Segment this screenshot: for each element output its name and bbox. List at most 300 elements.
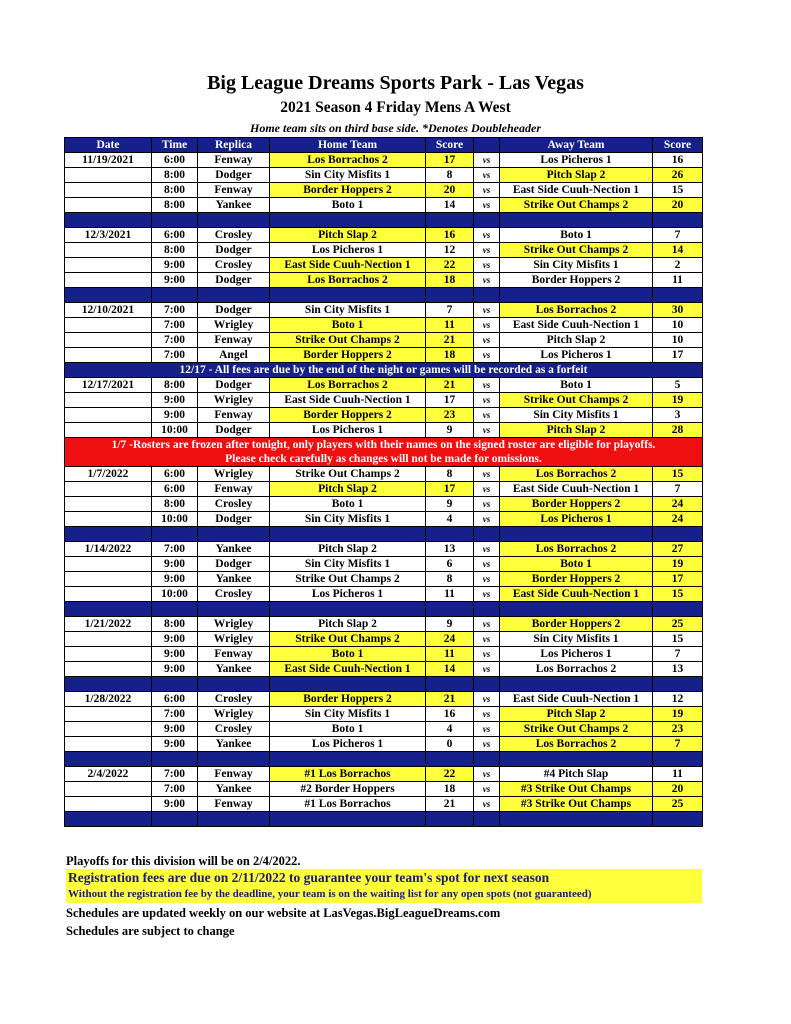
vs-cell: vs xyxy=(474,153,500,168)
field-cell: Crosley xyxy=(198,228,270,243)
date-cell xyxy=(65,183,152,198)
vs-cell: vs xyxy=(474,707,500,722)
time-cell: 9:00 xyxy=(152,722,198,737)
game-row xyxy=(65,228,703,243)
home-cell: Los Picheros 1 xyxy=(270,737,426,752)
date-cell xyxy=(65,512,152,527)
field-cell: Angel xyxy=(198,348,270,363)
home-cell: Border Hoppers 2 xyxy=(270,692,426,707)
home-cell: Strike Out Champs 2 xyxy=(270,632,426,647)
as-cell: 20 xyxy=(653,198,703,213)
away-cell: Los Borrachos 2 xyxy=(500,303,653,318)
notice-cell xyxy=(65,438,703,467)
time-cell: 6:00 xyxy=(152,482,198,497)
date-cell xyxy=(65,647,152,662)
separator-cell xyxy=(474,213,500,228)
hs-cell: 22 xyxy=(426,258,474,273)
home-cell: East Side Cuuh-Nection 1 xyxy=(270,662,426,677)
as-cell: 17 xyxy=(653,572,703,587)
vs-cell: vs xyxy=(474,662,500,677)
separator-cell xyxy=(426,812,474,827)
separator-row xyxy=(65,527,703,542)
away-cell: East Side Cuuh-Nection 1 xyxy=(500,482,653,497)
as-cell: 16 xyxy=(653,153,703,168)
date-cell: 2/4/2022 xyxy=(65,767,152,782)
away-cell: Strike Out Champs 2 xyxy=(500,722,653,737)
field-cell: Crosley xyxy=(198,587,270,602)
col-header: Replica xyxy=(198,138,270,153)
date-cell xyxy=(65,572,152,587)
hs-cell: 9 xyxy=(426,617,474,632)
away-cell: Boto 1 xyxy=(500,378,653,393)
vs-cell: vs xyxy=(474,617,500,632)
registration-box xyxy=(66,869,702,903)
away-cell: Border Hoppers 2 xyxy=(500,617,653,632)
field-cell: Dodger xyxy=(198,378,270,393)
time-cell: 8:00 xyxy=(152,198,198,213)
vs-cell: vs xyxy=(474,303,500,318)
home-cell: Los Picheros 1 xyxy=(270,423,426,438)
field-cell: Dodger xyxy=(198,243,270,258)
notice-text: 1/7 -Rosters are frozen after tonight, only players with their names on the signed roster are eligible for playoffs. xyxy=(111,439,656,451)
date-cell xyxy=(65,557,152,572)
separator-cell xyxy=(65,288,152,303)
vs-cell: vs xyxy=(474,318,500,333)
field-cell: Dodger xyxy=(198,273,270,288)
hs-cell: 11 xyxy=(426,587,474,602)
separator-cell xyxy=(653,602,703,617)
hs-cell: 18 xyxy=(426,782,474,797)
time-cell: 9:00 xyxy=(152,797,198,812)
game-row xyxy=(65,423,703,438)
away-cell: Los Borrachos 2 xyxy=(500,737,653,752)
time-cell: 9:00 xyxy=(152,393,198,408)
away-cell: Sin City Misfits 1 xyxy=(500,408,653,423)
separator-row xyxy=(65,677,703,692)
away-cell: Los Picheros 1 xyxy=(500,647,653,662)
separator-row xyxy=(65,288,703,303)
time-cell: 8:00 xyxy=(152,617,198,632)
separator-cell xyxy=(152,677,198,692)
time-cell: 8:00 xyxy=(152,497,198,512)
time-cell: 9:00 xyxy=(152,258,198,273)
fee-notice-row xyxy=(65,363,703,378)
home-cell: Sin City Misfits 1 xyxy=(270,707,426,722)
home-cell: Sin City Misfits 1 xyxy=(270,303,426,318)
as-cell: 26 xyxy=(653,168,703,183)
time-cell: 10:00 xyxy=(152,512,198,527)
hs-cell: 22 xyxy=(426,767,474,782)
separator-cell xyxy=(198,812,270,827)
separator-cell xyxy=(653,288,703,303)
away-cell: Los Borrachos 2 xyxy=(500,662,653,677)
time-cell: 6:00 xyxy=(152,692,198,707)
field-cell: Yankee xyxy=(198,737,270,752)
vs-cell: vs xyxy=(474,557,500,572)
game-row xyxy=(65,782,703,797)
home-cell: Border Hoppers 2 xyxy=(270,348,426,363)
vs-cell: vs xyxy=(474,423,500,438)
vs-cell: vs xyxy=(474,632,500,647)
as-cell: 17 xyxy=(653,348,703,363)
away-cell: Sin City Misfits 1 xyxy=(500,632,653,647)
time-cell: 8:00 xyxy=(152,183,198,198)
separator-row xyxy=(65,752,703,767)
date-cell xyxy=(65,587,152,602)
separator-cell xyxy=(270,288,426,303)
time-cell: 9:00 xyxy=(152,662,198,677)
field-cell: Fenway xyxy=(198,408,270,423)
away-cell: East Side Cuuh-Nection 1 xyxy=(500,183,653,198)
field-cell: Wrigley xyxy=(198,318,270,333)
change-note: Schedules are subject to change xyxy=(66,924,235,938)
vs-cell: vs xyxy=(474,408,500,423)
separator-cell xyxy=(198,288,270,303)
as-cell: 7 xyxy=(653,482,703,497)
game-row xyxy=(65,333,703,348)
schedule-table xyxy=(64,137,703,827)
date-cell xyxy=(65,198,152,213)
away-cell: Border Hoppers 2 xyxy=(500,273,653,288)
as-cell: 28 xyxy=(653,423,703,438)
home-cell: Boto 1 xyxy=(270,722,426,737)
separator-cell xyxy=(270,213,426,228)
home-cell: Sin City Misfits 1 xyxy=(270,168,426,183)
field-cell: Dodger xyxy=(198,423,270,438)
field-cell: Crosley xyxy=(198,497,270,512)
home-cell: Los Borrachos 2 xyxy=(270,153,426,168)
as-cell: 15 xyxy=(653,632,703,647)
hs-cell: 11 xyxy=(426,647,474,662)
hs-cell: 8 xyxy=(426,572,474,587)
page-note: Home team sits on third base side. *Denotes Doubleheader xyxy=(250,121,541,135)
game-row xyxy=(65,318,703,333)
vs-cell: vs xyxy=(474,542,500,557)
field-cell: Dodger xyxy=(198,557,270,572)
vs-cell: vs xyxy=(474,767,500,782)
as-cell: 15 xyxy=(653,467,703,482)
playoffs-note: Playoffs for this division will be on 2/4/2022. xyxy=(66,854,301,868)
vs-cell: vs xyxy=(474,797,500,812)
field-cell: Wrigley xyxy=(198,467,270,482)
vs-cell: vs xyxy=(474,497,500,512)
separator-cell xyxy=(65,812,152,827)
game-row xyxy=(65,617,703,632)
date-cell: 12/17/2021 xyxy=(65,378,152,393)
date-cell xyxy=(65,423,152,438)
vs-cell: vs xyxy=(474,243,500,258)
date-cell xyxy=(65,273,152,288)
separator-cell xyxy=(474,677,500,692)
game-row xyxy=(65,647,703,662)
time-cell: 8:00 xyxy=(152,243,198,258)
away-cell: Strike Out Champs 2 xyxy=(500,243,653,258)
date-cell xyxy=(65,737,152,752)
as-cell: 3 xyxy=(653,408,703,423)
time-cell: 8:00 xyxy=(152,378,198,393)
game-row xyxy=(65,243,703,258)
as-cell: 20 xyxy=(653,782,703,797)
time-cell: 9:00 xyxy=(152,632,198,647)
separator-cell xyxy=(270,812,426,827)
hs-cell: 24 xyxy=(426,632,474,647)
game-row xyxy=(65,692,703,707)
hs-cell: 12 xyxy=(426,243,474,258)
game-row xyxy=(65,273,703,288)
separator-cell xyxy=(426,602,474,617)
as-cell: 19 xyxy=(653,393,703,408)
game-row xyxy=(65,497,703,512)
vs-cell: vs xyxy=(474,183,500,198)
home-cell: Border Hoppers 2 xyxy=(270,408,426,423)
hs-cell: 9 xyxy=(426,423,474,438)
hs-cell: 21 xyxy=(426,333,474,348)
vs-cell: vs xyxy=(474,258,500,273)
field-cell: Yankee xyxy=(198,572,270,587)
as-cell: 10 xyxy=(653,318,703,333)
away-cell: Los Picheros 1 xyxy=(500,348,653,363)
date-cell xyxy=(65,722,152,737)
date-cell xyxy=(65,318,152,333)
time-cell: 8:00 xyxy=(152,168,198,183)
field-cell: Fenway xyxy=(198,482,270,497)
date-cell xyxy=(65,408,152,423)
game-row xyxy=(65,393,703,408)
notice-cell xyxy=(65,363,703,378)
date-cell xyxy=(65,168,152,183)
hs-cell: 13 xyxy=(426,542,474,557)
as-cell: 11 xyxy=(653,273,703,288)
field-cell: Fenway xyxy=(198,153,270,168)
col-header: Home Team xyxy=(270,138,426,153)
col-header: Score xyxy=(653,138,703,153)
game-row xyxy=(65,797,703,812)
col-header: Score xyxy=(426,138,474,153)
time-cell: 9:00 xyxy=(152,737,198,752)
separator-cell xyxy=(65,602,152,617)
home-cell: #1 Los Borrachos xyxy=(270,797,426,812)
home-cell: Sin City Misfits 1 xyxy=(270,557,426,572)
separator-cell xyxy=(152,213,198,228)
separator-row xyxy=(65,602,703,617)
home-cell: Pitch Slap 2 xyxy=(270,482,426,497)
page-title: Big League Dreams Sports Park - Las Vegas xyxy=(207,72,584,94)
game-row xyxy=(65,572,703,587)
time-cell: 6:00 xyxy=(152,228,198,243)
time-cell: 7:00 xyxy=(152,318,198,333)
vs-cell: vs xyxy=(474,512,500,527)
hs-cell: 4 xyxy=(426,722,474,737)
time-cell: 9:00 xyxy=(152,647,198,662)
roster-alert-row xyxy=(65,438,703,467)
home-cell: Strike Out Champs 2 xyxy=(270,333,426,348)
home-cell: Pitch Slap 2 xyxy=(270,228,426,243)
hs-cell: 18 xyxy=(426,273,474,288)
separator-cell xyxy=(426,677,474,692)
separator-cell xyxy=(474,527,500,542)
date-cell: 11/19/2021 xyxy=(65,153,152,168)
home-cell: Los Borrachos 2 xyxy=(270,273,426,288)
separator-row xyxy=(65,812,703,827)
game-row xyxy=(65,258,703,273)
separator-cell xyxy=(270,527,426,542)
separator-cell xyxy=(653,752,703,767)
as-cell: 27 xyxy=(653,542,703,557)
separator-cell xyxy=(270,602,426,617)
away-cell: Boto 1 xyxy=(500,557,653,572)
field-cell: Wrigley xyxy=(198,393,270,408)
vs-cell: vs xyxy=(474,647,500,662)
date-cell xyxy=(65,797,152,812)
notice-text: Please check carefully as changes will not be made for omissions. xyxy=(225,453,542,465)
field-cell: Yankee xyxy=(198,782,270,797)
game-row xyxy=(65,542,703,557)
vs-cell: vs xyxy=(474,587,500,602)
hs-cell: 16 xyxy=(426,228,474,243)
waitlist-note: Without the registration fee by the deadline, your team is on the waiting list for any open spots (not guaranteed) xyxy=(68,888,592,900)
date-cell: 12/3/2021 xyxy=(65,228,152,243)
game-row xyxy=(65,557,703,572)
hs-cell: 6 xyxy=(426,557,474,572)
separator-cell xyxy=(426,288,474,303)
date-cell xyxy=(65,482,152,497)
field-cell: Crosley xyxy=(198,258,270,273)
separator-cell xyxy=(65,677,152,692)
game-row xyxy=(65,198,703,213)
vs-cell: vs xyxy=(474,737,500,752)
game-row xyxy=(65,153,703,168)
as-cell: 25 xyxy=(653,797,703,812)
separator-cell xyxy=(198,752,270,767)
as-cell: 24 xyxy=(653,512,703,527)
separator-cell xyxy=(198,602,270,617)
registration-note: Registration fees are due on 2/11/2022 to guarantee your team's spot for next season xyxy=(68,870,550,885)
game-row xyxy=(65,378,703,393)
as-cell: 19 xyxy=(653,557,703,572)
separator-cell xyxy=(653,213,703,228)
vs-cell: vs xyxy=(474,782,500,797)
date-cell: 1/28/2022 xyxy=(65,692,152,707)
field-cell: Yankee xyxy=(198,542,270,557)
date-cell xyxy=(65,258,152,273)
away-cell: Border Hoppers 2 xyxy=(500,572,653,587)
time-cell: 7:00 xyxy=(152,782,198,797)
hs-cell: 17 xyxy=(426,393,474,408)
time-cell: 6:00 xyxy=(152,153,198,168)
home-cell: Boto 1 xyxy=(270,647,426,662)
separator-cell xyxy=(198,213,270,228)
game-row xyxy=(65,408,703,423)
col-header xyxy=(474,138,500,153)
vs-cell: vs xyxy=(474,482,500,497)
hs-cell: 21 xyxy=(426,797,474,812)
home-cell: Los Borrachos 2 xyxy=(270,378,426,393)
away-cell: Pitch Slap 2 xyxy=(500,707,653,722)
separator-row xyxy=(65,213,703,228)
game-row xyxy=(65,767,703,782)
home-cell: East Side Cuuh-Nection 1 xyxy=(270,258,426,273)
vs-cell: vs xyxy=(474,348,500,363)
vs-cell: vs xyxy=(474,378,500,393)
field-cell: Crosley xyxy=(198,722,270,737)
vs-cell: vs xyxy=(474,168,500,183)
game-row xyxy=(65,632,703,647)
home-cell: Sin City Misfits 1 xyxy=(270,512,426,527)
vs-cell: vs xyxy=(474,273,500,288)
time-cell: 7:00 xyxy=(152,333,198,348)
page-subtitle: 2021 Season 4 Friday Mens A West xyxy=(280,99,511,116)
hs-cell: 16 xyxy=(426,707,474,722)
hs-cell: 8 xyxy=(426,467,474,482)
separator-cell xyxy=(500,527,653,542)
hs-cell: 20 xyxy=(426,183,474,198)
hs-cell: 11 xyxy=(426,318,474,333)
home-cell: Strike Out Champs 2 xyxy=(270,572,426,587)
away-cell: Pitch Slap 2 xyxy=(500,423,653,438)
separator-cell xyxy=(198,677,270,692)
away-cell: #4 Pitch Slap xyxy=(500,767,653,782)
field-cell: Fenway xyxy=(198,183,270,198)
field-cell: Dodger xyxy=(198,303,270,318)
as-cell: 7 xyxy=(653,647,703,662)
separator-cell xyxy=(270,677,426,692)
away-cell: #3 Strike Out Champs xyxy=(500,782,653,797)
away-cell: Sin City Misfits 1 xyxy=(500,258,653,273)
as-cell: 7 xyxy=(653,737,703,752)
hs-cell: 8 xyxy=(426,168,474,183)
time-cell: 9:00 xyxy=(152,408,198,423)
hs-cell: 23 xyxy=(426,408,474,423)
vs-cell: vs xyxy=(474,228,500,243)
separator-cell xyxy=(198,527,270,542)
home-cell: Boto 1 xyxy=(270,198,426,213)
away-cell: Strike Out Champs 2 xyxy=(500,198,653,213)
away-cell: East Side Cuuh-Nection 1 xyxy=(500,587,653,602)
home-cell: Pitch Slap 2 xyxy=(270,617,426,632)
field-cell: Fenway xyxy=(198,797,270,812)
away-cell: Strike Out Champs 2 xyxy=(500,393,653,408)
away-cell: Boto 1 xyxy=(500,228,653,243)
game-row xyxy=(65,482,703,497)
as-cell: 5 xyxy=(653,378,703,393)
home-cell: Boto 1 xyxy=(270,318,426,333)
hs-cell: 21 xyxy=(426,378,474,393)
vs-cell: vs xyxy=(474,198,500,213)
time-cell: 7:00 xyxy=(152,707,198,722)
separator-cell xyxy=(426,527,474,542)
separator-cell xyxy=(653,677,703,692)
separator-cell xyxy=(474,288,500,303)
away-cell: Los Picheros 1 xyxy=(500,512,653,527)
hs-cell: 4 xyxy=(426,512,474,527)
hs-cell: 17 xyxy=(426,482,474,497)
col-header: Time xyxy=(152,138,198,153)
time-cell: 9:00 xyxy=(152,557,198,572)
as-cell: 11 xyxy=(653,767,703,782)
game-row xyxy=(65,467,703,482)
as-cell: 14 xyxy=(653,243,703,258)
hs-cell: 14 xyxy=(426,662,474,677)
separator-cell xyxy=(500,812,653,827)
home-cell: Strike Out Champs 2 xyxy=(270,467,426,482)
away-cell: Los Picheros 1 xyxy=(500,153,653,168)
away-cell: East Side Cuuh-Nection 1 xyxy=(500,318,653,333)
date-cell: 1/7/2022 xyxy=(65,467,152,482)
home-cell: #2 Border Hoppers xyxy=(270,782,426,797)
game-row xyxy=(65,707,703,722)
separator-cell xyxy=(500,602,653,617)
away-cell: Pitch Slap 2 xyxy=(500,168,653,183)
